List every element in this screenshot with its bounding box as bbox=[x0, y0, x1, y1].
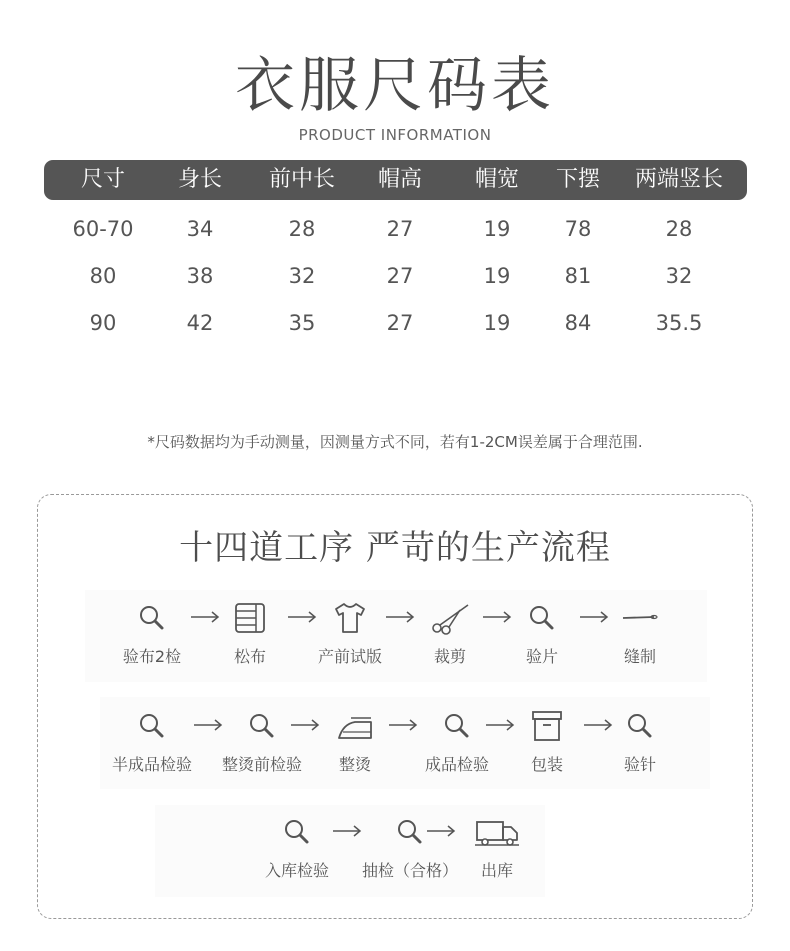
table-cell: 28 bbox=[288, 217, 316, 241]
table-cell: 34 bbox=[186, 217, 214, 241]
step-label: 缝制 bbox=[623, 647, 656, 666]
table-cell: 32 bbox=[288, 264, 316, 288]
process-step-出库 bbox=[442, 814, 552, 881]
step-label: 半成品检验 bbox=[111, 755, 192, 774]
needle-icon bbox=[620, 600, 660, 636]
magnifier-icon bbox=[622, 708, 658, 744]
column-header: 尺寸 bbox=[80, 167, 126, 192]
step-label: 出库 bbox=[480, 861, 513, 880]
column-header: 两端竖长 bbox=[634, 167, 724, 192]
step-label: 整烫 bbox=[338, 755, 371, 774]
magnifier-icon bbox=[134, 708, 170, 744]
magnifier-icon bbox=[439, 708, 475, 744]
step-label: 验片 bbox=[525, 647, 558, 666]
table-cell: 35.5 bbox=[655, 311, 703, 335]
process-step-缝制 bbox=[585, 600, 695, 667]
measurement-note: *尺码数据均为手动测量，因测量方式不同，若有1-2CM误差属于合理范围. bbox=[147, 433, 643, 451]
table-cell: 19 bbox=[483, 217, 511, 241]
table-row bbox=[44, 214, 747, 244]
column-header: 身长 bbox=[177, 167, 223, 192]
table-cell: 60-70 bbox=[72, 217, 134, 241]
table-row bbox=[44, 261, 747, 291]
page-subtitle: PRODUCT INFORMATION bbox=[298, 126, 492, 144]
column-header: 前中长 bbox=[268, 167, 336, 192]
column-header: 帽宽 bbox=[474, 167, 520, 192]
column-header: 帽高 bbox=[377, 167, 423, 192]
magnifier-icon bbox=[524, 600, 560, 636]
table-cell: 32 bbox=[665, 264, 693, 288]
table-cell: 35 bbox=[288, 311, 316, 335]
table-cell: 90 bbox=[89, 311, 117, 335]
table-row bbox=[44, 308, 747, 338]
scissors-icon bbox=[430, 600, 470, 636]
step-label: 包装 bbox=[530, 755, 563, 774]
magnifier-icon bbox=[279, 814, 315, 850]
step-label: 松布 bbox=[233, 647, 266, 666]
fabric-roll-icon bbox=[232, 600, 268, 636]
step-label: 成品检验 bbox=[424, 755, 489, 774]
process-step-验针 bbox=[585, 708, 695, 775]
step-label: 产前试版 bbox=[317, 647, 382, 666]
box-icon bbox=[529, 708, 565, 744]
step-label: 裁剪 bbox=[433, 647, 466, 666]
table-cell: 27 bbox=[386, 264, 414, 288]
table-cell: 84 bbox=[564, 311, 592, 335]
magnifier-icon bbox=[244, 708, 280, 744]
column-header: 下摆 bbox=[555, 167, 601, 192]
table-cell: 19 bbox=[483, 311, 511, 335]
magnifier-icon bbox=[134, 600, 170, 636]
step-label: 验针 bbox=[623, 755, 656, 774]
table-cell: 19 bbox=[483, 264, 511, 288]
table-cell: 28 bbox=[665, 217, 693, 241]
iron-icon bbox=[335, 708, 375, 744]
table-cell: 42 bbox=[186, 311, 214, 335]
table-cell: 38 bbox=[186, 264, 214, 288]
page-title: 衣服尺码表 bbox=[235, 51, 555, 121]
table-cell: 80 bbox=[89, 264, 117, 288]
table-cell: 78 bbox=[564, 217, 592, 241]
tshirt-icon bbox=[332, 600, 368, 636]
truck-icon bbox=[474, 814, 520, 850]
table-cell: 81 bbox=[564, 264, 592, 288]
table-cell: 27 bbox=[386, 311, 414, 335]
process-title: 十四道工序 严苛的生产流程 bbox=[179, 528, 611, 568]
step-label: 整烫前检验 bbox=[221, 755, 302, 774]
magnifier-icon bbox=[392, 814, 428, 850]
size-table-header bbox=[44, 160, 747, 200]
step-label: 抽检（合格） bbox=[361, 861, 458, 880]
process-step-半成品检验 bbox=[97, 708, 207, 775]
table-cell: 27 bbox=[386, 217, 414, 241]
step-label: 入库检验 bbox=[264, 861, 329, 880]
step-label: 验布2检 bbox=[122, 647, 182, 666]
